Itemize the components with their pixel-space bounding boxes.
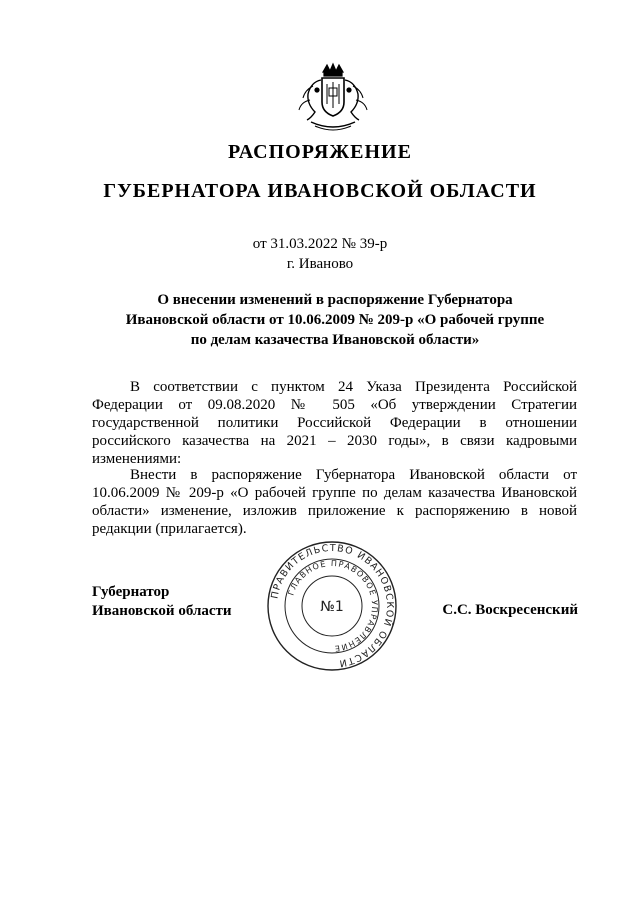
- signatory-position: [92, 583, 232, 621]
- coat-of-arms-icon: [293, 60, 373, 140]
- signatory-position-line-1: Губернатор: [92, 584, 170, 600]
- document-title: РАСПОРЯЖЕНИЕ: [228, 141, 412, 163]
- body-paragraph-2: Внести в распоряжение Губернатора Ивановской области от 10.06.2009 № 209-р «О рабочей группе по делам казачества Ивановской области» изменение, изложив приложение к распоряжению в новой редакции (прилагается).: [92, 467, 577, 537]
- document-subject: [100, 290, 570, 350]
- official-stamp: [266, 540, 398, 672]
- body-paragraph-1: В соответствии с пунктом 24 Указа Президента Российской Федерации от 09.08.2020 № 505 «Об утверждении Стратегии государственной политики Российской Федерации в отношении российского казачества на 2021 – 2030 годы», в связи кадровыми изменениями:: [92, 379, 577, 467]
- signatory-name: С.С. Воскресенский: [442, 602, 578, 618]
- document-date-number: от 31.03.2022 № 39-р: [252, 236, 388, 252]
- subject-line-2: Ивановской области от 10.06.2009 № 209-р «О рабочей группе: [125, 312, 545, 328]
- stamp-inner-text: ГЛАВНОЕ ПРАВОВОЕ УПРАВЛЕНИЕ: [286, 558, 380, 654]
- subject-line-1: О внесении изменений в распоряжение Губернатора: [157, 292, 513, 308]
- stamp-number: №1: [320, 599, 344, 615]
- document-authority: ГУБЕРНАТОРА ИВАНОВСКОЙ ОБЛАСТИ: [103, 180, 537, 202]
- stamp-outer-text: ПРАВИТЕЛЬСТВО ИВАНОВСКОЙ ОБЛАСТИ: [269, 542, 396, 669]
- document-city: г. Иваново: [286, 256, 354, 272]
- signatory-position-line-2: Ивановской области: [92, 603, 232, 619]
- subject-line-3: по делам казачества Ивановской области»: [190, 332, 480, 348]
